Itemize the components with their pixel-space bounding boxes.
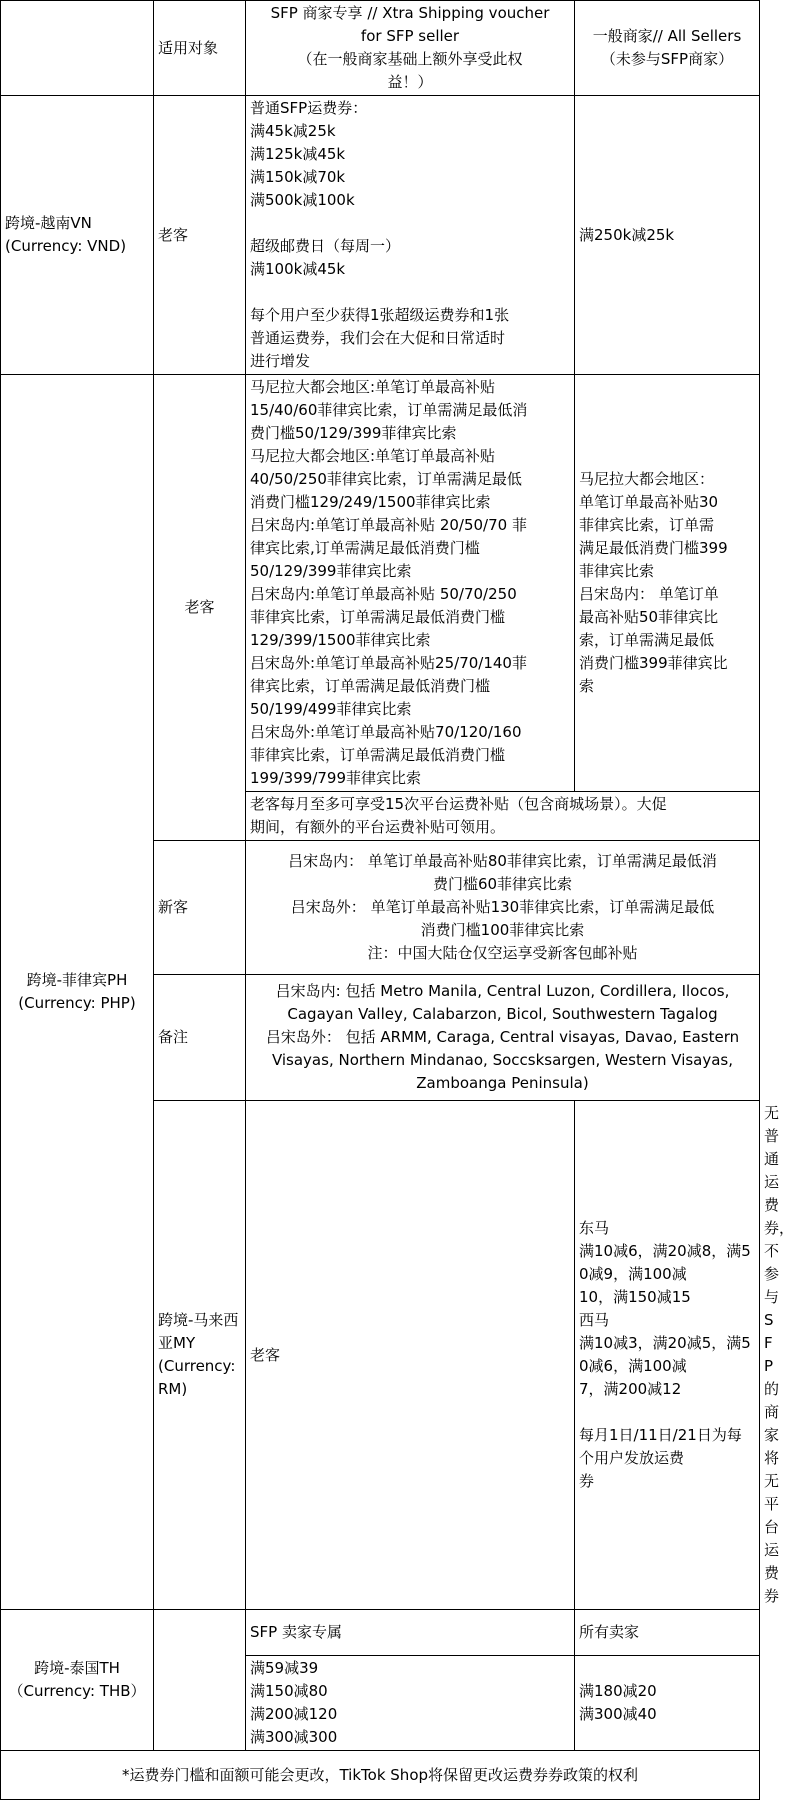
my-row: 跨境-马来西亚MY (Currency: RM) 老客 东马 满10减6，满20减8，满50减9，满100减 10，满150减15 西马 满10减3，满20减5，满50减6，满100减 7，满200减12 每月1日/11日/21日为每个用户发放运费 券 无普通运费券，不参 与SFP的商家将无平台 运费券 xyxy=(1,1101,760,1610)
ph-region: 跨境-菲律宾PH (Currency: PHP) xyxy=(1,375,154,1610)
th-head-row xyxy=(1,1610,760,1656)
header-row xyxy=(1,1,760,96)
ph-old-row xyxy=(1,375,760,792)
ph-remark-segment: 备注 xyxy=(154,975,246,1101)
ph-new-text: 吕宋岛内： 单笔订单最高补贴80菲律宾比索，订单需满足最低消 费门槛60菲律宾比索 吕宋岛外： 单笔订单最高补贴130菲律宾比索，订单需满足最低 消费门槛100菲律宾比索 注：中国大陆仓仅空运享受新客包邮补贴 xyxy=(246,841,760,975)
ph-remark-text: 吕宋岛内: 包括 Metro Manila, Central Luzon, Cordillera, Ilocos, Cagayan Valley, Calabarzon, Bicol, Southwestern Tagalog 吕宋岛外： 包括 ARMM, Caraga, Central visayas, Davao, Eastern Visayas, Northern Mindanao, Soccsksargen, Western Visayas, Zamboanga Peninsula) xyxy=(246,975,760,1101)
my-segment: 老客 xyxy=(246,1101,575,1610)
th-all-head: 所有卖家 xyxy=(575,1610,760,1656)
th-segment-empty xyxy=(154,1610,246,1751)
ph-old-all: 马尼拉大都会地区： 单笔订单最高补贴30 菲律宾比索，订单需 满足最低消费门槛399 菲律宾比索 吕宋岛内： 单笔订单 最高补贴50菲律宾比 索，订单需满足最低 消费门槛399菲律宾比 索 xyxy=(575,375,760,792)
vn-region: 跨境-越南VN (Currency: VND) xyxy=(1,96,154,375)
ph-old-sfp: 马尼拉大都会地区:单笔订单最高补贴 15/40/60菲律宾比索，订单需满足最低消 费门槛50/129/399菲律宾比索 马尼拉大都会地区:单笔订单最高补贴 40/50/250菲律宾比索，订单需满足最低 消费门槛129/249/1500菲律宾比索 吕宋岛内:单笔订单最高补贴 20/50/70 菲 律宾比索,订单需满足最低消费门槛 50/129/399菲律宾比索 吕宋岛内:单笔订单最高补贴 50/70/250 菲律宾比索，订单需满足最低消费门槛 129/399/1500菲律宾比索 吕宋岛外:单笔订单最高补贴25/70/140菲 律宾比索，订单需满足最低消费门槛 50/199/499菲律宾比索 吕宋岛外:单笔订单最高补贴70/120/160 菲律宾比索，订单需满足最低消费门槛 199/399/799菲律宾比索 xyxy=(246,375,575,792)
ph-new-segment: 新客 xyxy=(154,841,246,975)
vn-row xyxy=(1,96,760,375)
vn-all: 满250k减25k xyxy=(575,96,760,375)
header-target: 适用对象 xyxy=(154,1,246,96)
ph-old-segment: 老客 xyxy=(154,375,246,841)
ph-old-note: 老客每月至多可享受15次平台运费补贴（包含商城场景）。大促 期间，有额外的平台运费补贴可领用。 xyxy=(246,792,760,841)
footer-row xyxy=(1,1751,760,1800)
th-sfp-head: SFP 卖家专属 xyxy=(246,1610,575,1656)
vn-segment: 老客 xyxy=(154,96,246,375)
my-region: 跨境-马来西亚MY (Currency: RM) xyxy=(154,1101,246,1610)
header-corner xyxy=(1,1,154,96)
my-sfp: 东马 满10减6，满20减8，满50减9，满100减 10，满150减15 西马 满10减3，满20减5，满50减6，满100减 7，满200减12 每月1日/11日/21日为每个用户发放运费 券 xyxy=(575,1101,760,1610)
th-all: 满180减20 满300减40 xyxy=(575,1656,760,1751)
header-all-sellers: 一般商家// All Sellers （未参与SFP商家） xyxy=(575,1,760,96)
th-region: 跨境-泰国TH （Currency: THB） xyxy=(1,1610,154,1751)
th-sfp: 满59减39 满150减80 满200减120 满300减300 xyxy=(246,1656,575,1751)
footer-note: *运费券门槛和面额可能会更改，TikTok Shop将保留更改运费券券政策的权利 xyxy=(1,1751,760,1800)
vn-sfp: 普通SFP运费券： 满45k减25k 满125k减45k 满150k减70k 满500k减100k 超级邮费日（每周一） 满100k减45k 每个用户至少获得1张超级运费券和1张 普通运费券，我们会在大促和日常适时 进行增发 xyxy=(246,96,575,375)
header-sfp: SFP 商家专享 // Xtra Shipping voucher for SFP seller （在一般商家基础上额外享受此权 益！） xyxy=(246,1,575,96)
